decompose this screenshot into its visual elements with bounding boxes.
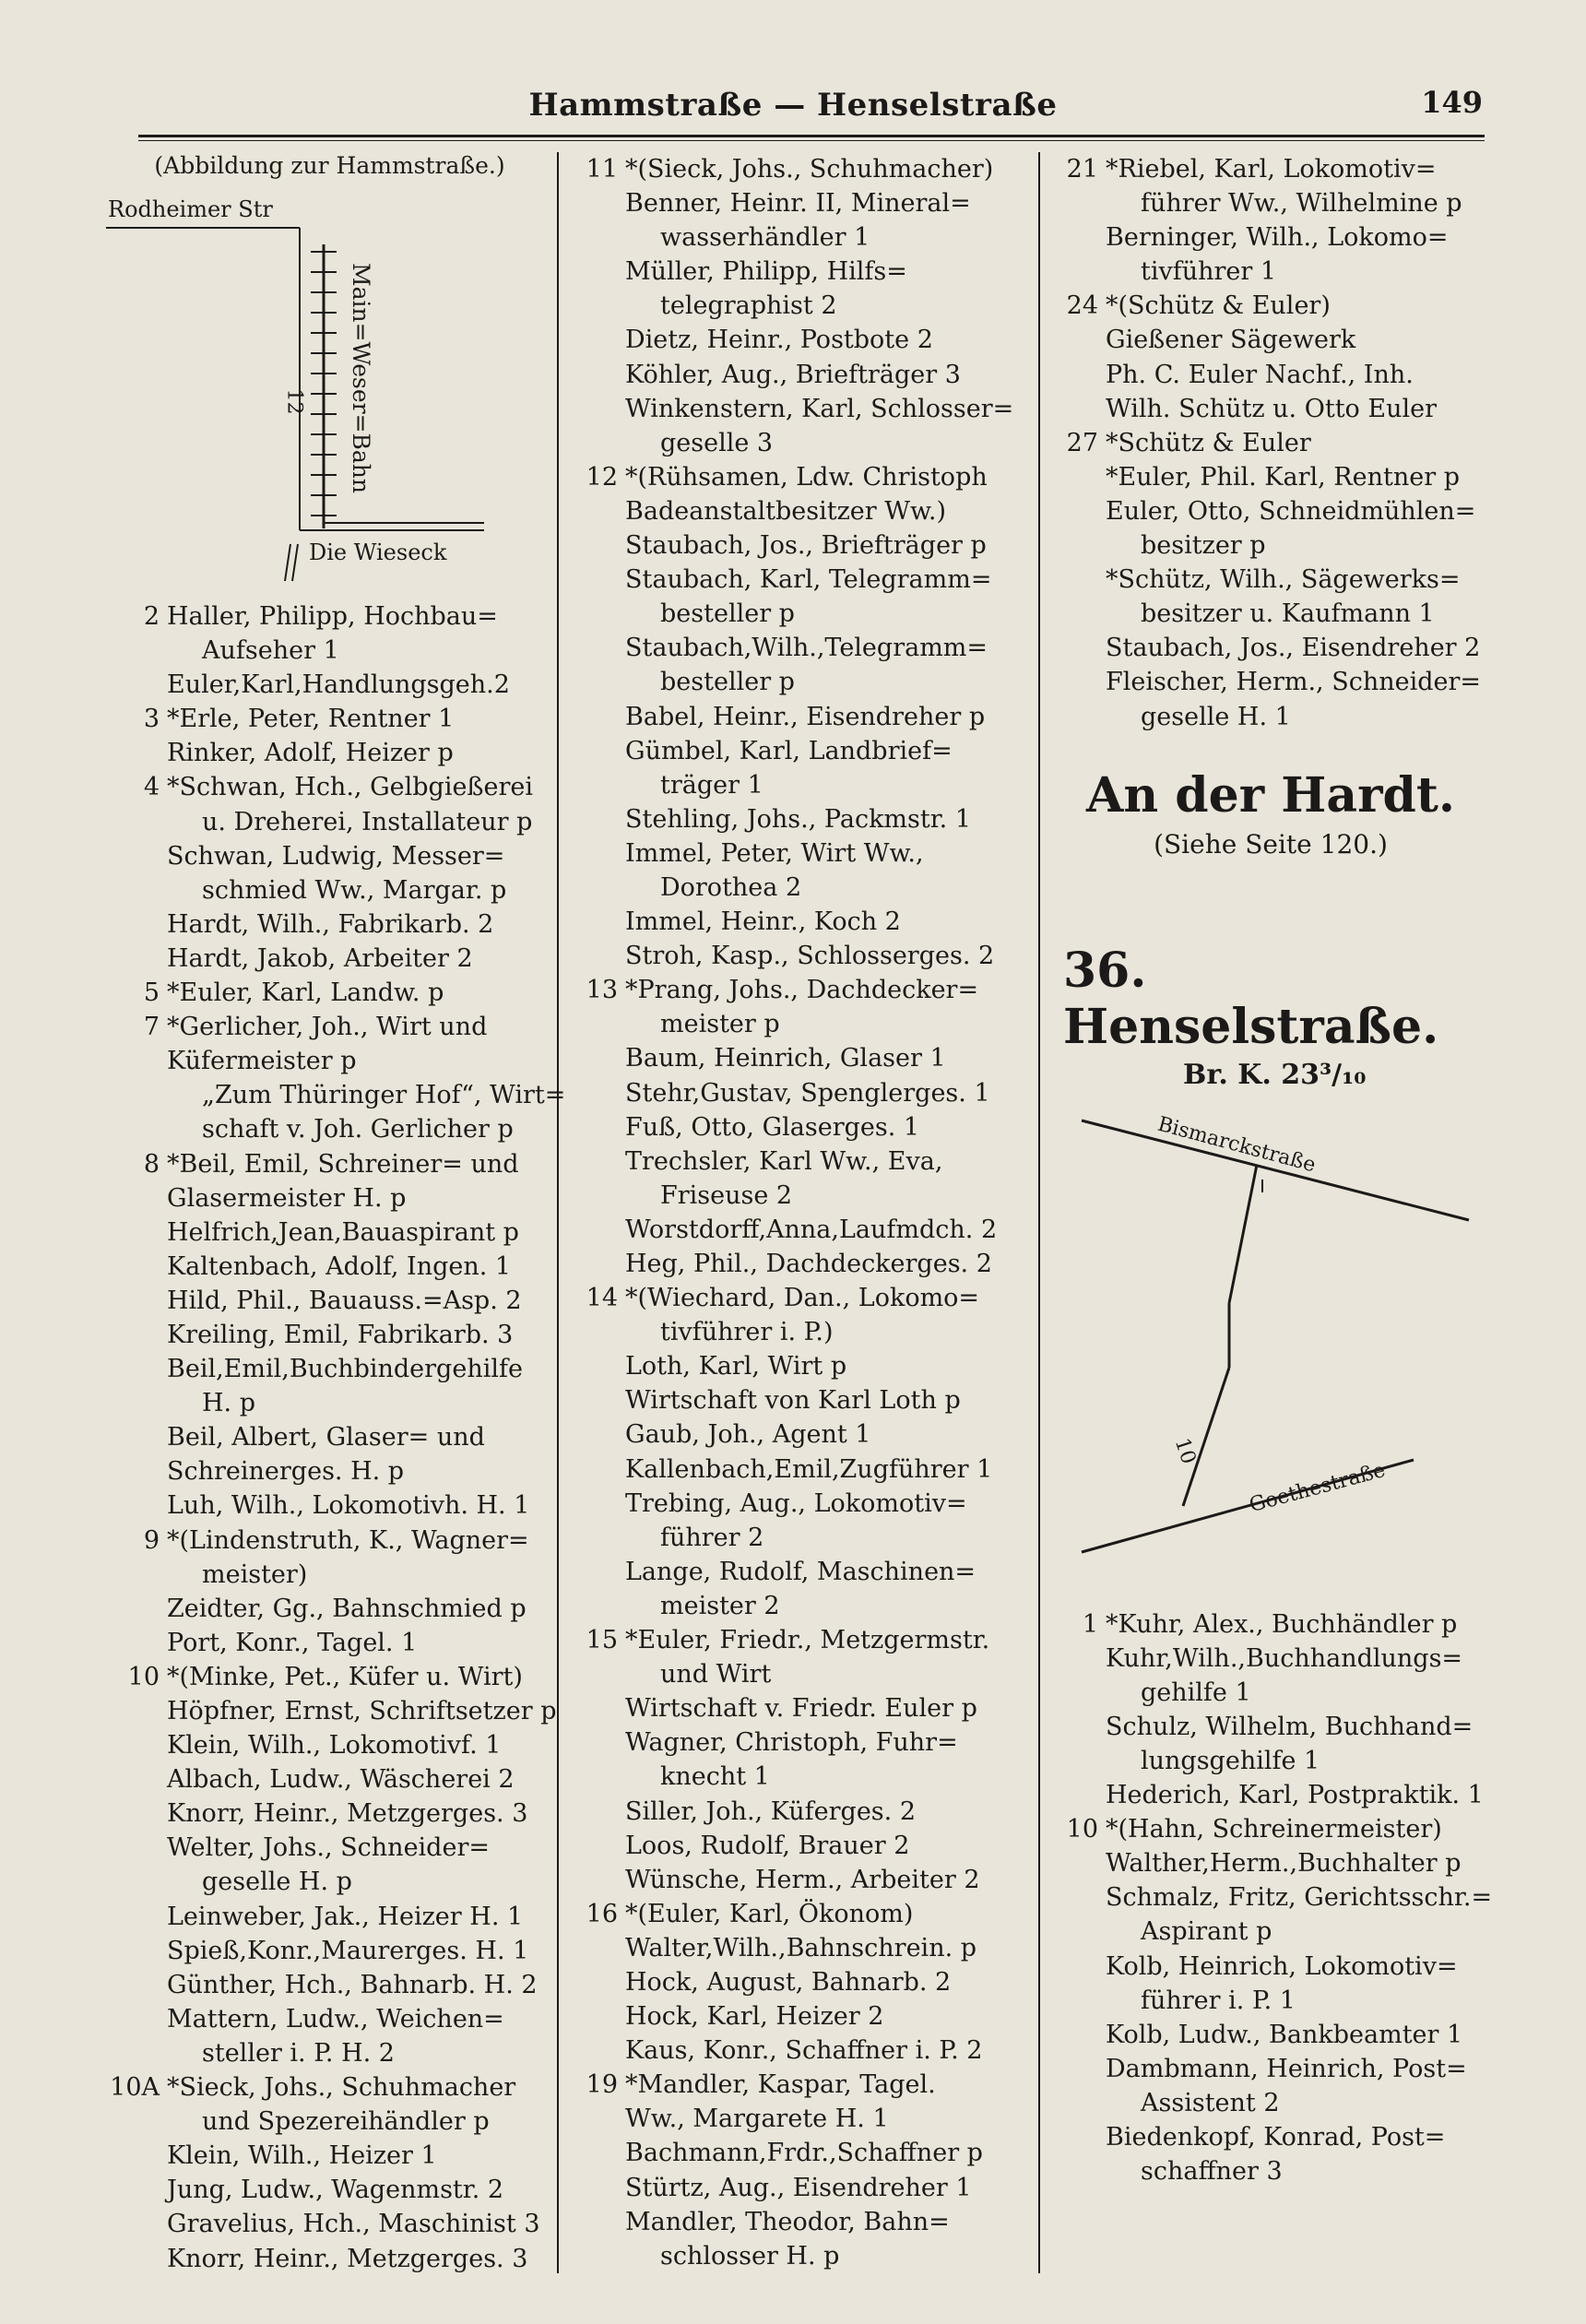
resident-line: Rinker, Adolf, Heizer p <box>167 739 454 768</box>
resident-line: knecht 1 <box>660 1762 770 1792</box>
resident-line: Knorr, Heinr., Metzgerges. 3 <box>167 1799 528 1829</box>
resident-line: führer 2 <box>660 1523 764 1552</box>
resident-line: Port, Konr., Tagel. 1 <box>167 1628 418 1657</box>
resident-line: Köhler, Aug., Briefträger 3 <box>625 360 961 389</box>
resident-line: telegraphist 2 <box>660 291 837 321</box>
house-number: 5 <box>143 978 160 1008</box>
resident-line: Klein, Wilh., Lokomotivf. 1 <box>167 1731 502 1761</box>
resident-line: Gaub, Joh., Agent 1 <box>625 1420 871 1450</box>
resident-line: Dietz, Heinr., Postbote 2 <box>625 326 933 355</box>
resident-line: Gießener Sägewerk <box>1106 326 1356 355</box>
house-number: 12 <box>586 462 618 492</box>
resident-line: meister) <box>202 1559 308 1589</box>
district-reference: Br. K. 23³/₁₀ <box>1183 1058 1367 1091</box>
resident-line: Kolb, Heinrich, Lokomotiv= <box>1106 1951 1458 1981</box>
resident-line: *Riebel, Karl, Lokomotiv= <box>1106 155 1437 184</box>
resident-line: Immel, Heinr., Koch 2 <box>625 907 901 937</box>
resident-line: lungsgehilfe 1 <box>1141 1746 1320 1775</box>
resident-line: Fuß, Otto, Glaserges. 1 <box>625 1112 920 1142</box>
resident-line: Beil, Albert, Glaser= und <box>167 1423 485 1452</box>
resident-line: u. Dreherei, Installateur p <box>202 807 533 836</box>
resident-line: *Kuhr, Alex., Buchhändler p <box>1106 1609 1458 1639</box>
house-number: 15 <box>586 1626 618 1655</box>
house-entry <box>106 1524 553 1660</box>
column-rule-2 <box>1038 152 1040 2273</box>
resident-line: *Sieck, Johs., Schuhmacher <box>167 2073 516 2103</box>
resident-line: meister 2 <box>660 1591 780 1620</box>
resident-line: Wünsche, Herm., Arbeiter 2 <box>625 1865 980 1894</box>
resident-line: Babel, Heinr., Eisendreher p <box>625 702 986 731</box>
resident-line: Loth, Karl, Wirt p <box>625 1352 847 1381</box>
column-2 <box>564 152 1033 2269</box>
resident-line: Kaltenbach, Adolf, Ingen. 1 <box>167 1251 512 1281</box>
resident-line: Hardt, Jakob, Arbeiter 2 <box>167 943 473 973</box>
resident-line: *(Lindenstruth, K., Wagner= <box>167 1525 529 1555</box>
resident-line: *Beil, Emil, Schreiner= und <box>167 1149 519 1179</box>
street-label-rodheimer: Rodheimer Str <box>108 196 273 222</box>
house-entry <box>106 2070 553 2276</box>
resident-line: Staubach, Karl, Telegramm= <box>625 565 992 595</box>
house-number: 10 <box>1066 1815 1098 1844</box>
resident-line: besteller p <box>660 668 795 697</box>
resident-line: Trebing, Aug., Lokomotiv= <box>625 1488 967 1518</box>
resident-line: Dambmann, Heinrich, Post= <box>1106 2054 1467 2083</box>
resident-line: „Zum Thüringer Hof“, Wirt= <box>202 1081 566 1110</box>
house-entry <box>1045 289 1497 425</box>
resident-line: Müller, Philipp, Hilfs= <box>625 257 907 287</box>
house-entry <box>106 1660 557 2070</box>
column-rule-1 <box>557 152 559 2273</box>
resident-line: Bachmann,Frdr.,Schaffner p <box>625 2139 983 2168</box>
house-number: 2 <box>143 602 160 631</box>
resident-line: besitzer u. Kaufmann 1 <box>1141 599 1435 629</box>
resident-line: Kreiling, Emil, Fabrikarb. 3 <box>167 1320 514 1349</box>
resident-line: Berninger, Wilh., Lokomo= <box>1106 223 1449 253</box>
resident-line: Stroh, Kasp., Schlosserges. 2 <box>625 942 995 971</box>
resident-line: Mandler, Theodor, Bahn= <box>625 2207 950 2236</box>
entries-column-3-top <box>1045 152 1497 734</box>
house-entry <box>106 976 553 1010</box>
page-header <box>0 81 1586 136</box>
resident-line: schlosser H. p <box>660 2241 840 2271</box>
house-entry <box>564 152 1033 460</box>
resident-line: Biedenkopf, Konrad, Post= <box>1106 2123 1446 2152</box>
resident-line: schmied Ww., Margar. p <box>202 875 507 905</box>
resident-line: *Euler, Phil. Karl, Rentner p <box>1106 462 1460 492</box>
column-3 <box>1045 152 1497 2269</box>
house-number: 13 <box>586 976 618 1005</box>
resident-line: und Wirt <box>660 1660 772 1690</box>
resident-line: Glasermeister H. p <box>167 1183 407 1213</box>
resident-line: Stehr,Gustav, Spenglerges. 1 <box>625 1078 990 1108</box>
resident-line: tivführer 1 <box>1141 257 1277 287</box>
section-heading-an-der-hardt: An der Hardt. <box>1086 766 1455 824</box>
resident-line: Hild, Phil., Bauauss.=Asp. 2 <box>167 1286 522 1315</box>
house-entry <box>106 770 553 976</box>
resident-line: Fleischer, Herm., Schneider= <box>1106 668 1482 697</box>
resident-line: Beil,Emil,Buchbindergehilfe <box>167 1355 523 1384</box>
resident-line: Schwan, Ludwig, Messer= <box>167 841 505 871</box>
house-entry <box>106 1010 566 1146</box>
resident-line: Knorr, Heinr., Metzgerges. 3 <box>167 2244 528 2273</box>
hammstrasse-map <box>106 152 553 599</box>
resident-line: Walther,Herm.,Buchhalter p <box>1106 1849 1462 1879</box>
house-number: 4 <box>143 773 160 802</box>
resident-line: Hock, August, Bahnarb. 2 <box>625 1967 952 1997</box>
house-number: 3 <box>143 705 160 734</box>
resident-line: H. p <box>202 1389 255 1418</box>
resident-line: *(Minke, Pet., Küfer u. Wirt) <box>167 1662 523 1691</box>
resident-line: Küfermeister p <box>167 1047 357 1076</box>
resident-line: schaffner 3 <box>1141 2157 1283 2187</box>
house-entry <box>106 599 553 702</box>
house-entry <box>106 702 553 770</box>
resident-line: Winkenstern, Karl, Schlosser= <box>625 394 1014 423</box>
house-number: 8 <box>143 1149 160 1179</box>
street-label-bismarck: Bismarckstraße <box>1154 1112 1319 1177</box>
entries-column-3-bottom <box>1045 1607 1497 2189</box>
resident-line: Zeidter, Gg., Bahnschmied p <box>167 1594 527 1623</box>
resident-line: wasserhändler 1 <box>660 223 870 253</box>
resident-line: Günther, Hch., Bahnarb. H. 2 <box>167 1970 538 1999</box>
house-number: 11 <box>586 155 618 184</box>
diagram-caption: (Abbildung zur Hammstraße.) <box>154 152 505 179</box>
resident-line: *Euler, Karl, Landw. p <box>167 978 444 1008</box>
house-entry <box>564 460 1033 973</box>
resident-line: Hardt, Wilh., Fabrikarb. 2 <box>167 909 494 939</box>
house-number: 1 <box>1082 1609 1098 1639</box>
house-entry <box>564 1897 1033 2068</box>
resident-line: Kuhr,Wilh.,Buchhandlungs= <box>1106 1643 1463 1673</box>
house-number-label: 12 <box>282 388 306 415</box>
resident-line: träger 1 <box>660 770 763 800</box>
rail-label: Main=Weser=Bahn <box>348 263 374 493</box>
resident-line: Worstdorff,Anna,Laufmdch. 2 <box>625 1215 998 1244</box>
resident-line: Klein, Wilh., Heizer 1 <box>167 2141 437 2171</box>
resident-line: *(Hahn, Schreinermeister) <box>1106 1815 1442 1844</box>
resident-line: Hock, Karl, Heizer 2 <box>625 2002 884 2032</box>
resident-line: Schreinerges. H. p <box>167 1457 405 1487</box>
resident-line: Ph. C. Euler Nachf., Inh. <box>1106 360 1414 389</box>
resident-line: Schmalz, Fritz, Gerichtsschr.= <box>1106 1883 1493 1913</box>
house-entry <box>1045 1812 1497 2188</box>
page-number: 149 <box>1421 85 1483 120</box>
resident-line: Luh, Wilh., Lokomotivh. H. 1 <box>167 1491 530 1521</box>
resident-line: Mattern, Ludw., Weichen= <box>167 2004 504 2034</box>
resident-line: Aufseher 1 <box>202 636 339 666</box>
house-number: 24 <box>1066 291 1098 321</box>
resident-line: Assistent 2 <box>1141 2088 1280 2117</box>
entries-column-2 <box>564 152 1033 2273</box>
wieseck-label: Die Wieseck <box>309 540 447 565</box>
resident-line: besitzer p <box>1141 531 1266 561</box>
resident-line: Trechsler, Karl Ww., Eva, <box>625 1146 943 1176</box>
resident-line: *(Rühsamen, Ldw. Christoph <box>625 462 988 492</box>
resident-line: Stürtz, Aug., Eisendreher 1 <box>625 2173 972 2202</box>
resident-line: Euler,Karl,Handlungsgeh.2 <box>167 670 510 700</box>
resident-line: Kaus, Konr., Schaffner i. P. 2 <box>625 2036 983 2066</box>
resident-line: Gravelius, Hch., Maschinist 3 <box>167 2210 540 2239</box>
resident-line: Albach, Ludw., Wäscherei 2 <box>167 1765 515 1795</box>
resident-line: geselle 3 <box>660 428 774 457</box>
resident-line: führer Ww., Wilhelmine p <box>1141 189 1462 219</box>
resident-line: *Euler, Friedr., Metzgermstr. <box>625 1626 990 1655</box>
resident-line: Staubach,Wilh.,Telegramm= <box>625 634 988 663</box>
resident-line: *Prang, Johs., Dachdecker= <box>625 976 979 1005</box>
header-rule <box>138 135 1485 141</box>
resident-line: Benner, Heinr. II, Mineral= <box>625 189 971 219</box>
resident-line: Aspirant p <box>1141 1917 1272 1947</box>
resident-line: Friseuse 2 <box>660 1180 793 1210</box>
resident-line: Lange, Rudolf, Maschinen= <box>625 1557 976 1586</box>
column-1 <box>106 152 566 2273</box>
resident-line: tivführer i. P.) <box>660 1318 834 1347</box>
resident-line: Leinweber, Jak., Heizer H. 1 <box>167 1902 524 1931</box>
entries-column-1 <box>106 599 566 2276</box>
resident-line: Helfrich,Jean,Bauaspirant p <box>167 1217 519 1247</box>
resident-line: Wagner, Christoph, Fuhr= <box>625 1728 958 1758</box>
resident-line: Höpfner, Ernst, Schriftsetzer p <box>167 1697 557 1725</box>
resident-line: Wirtschaft v. Friedr. Euler p <box>625 1694 977 1724</box>
house-number: 10 <box>127 1662 160 1691</box>
resident-line: *Gerlicher, Joh., Wirt und <box>167 1013 488 1042</box>
resident-line: Loos, Rudolf, Brauer 2 <box>625 1831 910 1860</box>
resident-line: Jung, Ludw., Wagenmstr. 2 <box>167 2176 504 2205</box>
resident-line: geselle H. 1 <box>1141 702 1291 731</box>
house-number: 14 <box>586 1284 618 1313</box>
resident-line: besteller p <box>660 599 795 629</box>
resident-line: Wilh. Schütz u. Otto Euler <box>1106 394 1438 423</box>
resident-line: Welter, Johs., Schneider= <box>167 1833 490 1863</box>
house-entry <box>106 1147 553 1524</box>
house-number: 9 <box>143 1525 160 1555</box>
house-number: 19 <box>586 2070 618 2100</box>
resident-line: steller i. P. H. 2 <box>202 2038 395 2068</box>
resident-line: und Spezereihändler p <box>202 2107 490 2137</box>
resident-line: Gümbel, Karl, Landbrief= <box>625 736 953 765</box>
resident-line: Stehling, Johs., Packmstr. 1 <box>625 804 972 834</box>
house-entry <box>1045 1607 1497 1813</box>
resident-line: Dorothea 2 <box>660 872 802 902</box>
resident-line: *(Euler, Karl, Ökonom) <box>625 1899 914 1928</box>
house-entry <box>564 973 1033 1281</box>
resident-line: Spieß,Konr.,Maurerges. H. 1 <box>167 1936 529 1965</box>
resident-line: Schulz, Wilhelm, Buchhand= <box>1106 1712 1474 1741</box>
running-title: Hammstraße — Henselstraße <box>528 87 1058 124</box>
resident-line: *(Sieck, Johs., Schuhmacher) <box>625 155 994 184</box>
henselstrasse-diagram <box>1045 1091 1497 1607</box>
cross-reference: (Siehe Seite 120.) <box>1154 828 1388 860</box>
henselstrasse-map <box>1045 1091 1497 1607</box>
house-number: 21 <box>1066 155 1098 184</box>
resident-line: *Schütz, Wilh., Sägewerks= <box>1106 565 1461 595</box>
resident-line: *Schütz & Euler <box>1106 428 1311 457</box>
resident-line: Hederich, Karl, Postpraktik. 1 <box>1106 1781 1484 1810</box>
house-number: 7 <box>143 1013 160 1042</box>
house-number-label-hensel: 10 <box>1169 1434 1201 1467</box>
street-label-goethe: Goethestraße <box>1247 1458 1389 1517</box>
resident-line: Staubach, Jos., Briefträger p <box>625 531 987 561</box>
house-entry <box>564 2068 1033 2273</box>
house-entry <box>1045 152 1497 289</box>
resident-line: meister p <box>660 1010 780 1039</box>
resident-line: Kallenbach,Emil,Zugführer 1 <box>625 1454 993 1484</box>
resident-line: führer i. P. 1 <box>1141 1986 1296 2015</box>
resident-line: Ww., Margarete H. 1 <box>625 2105 889 2134</box>
resident-line: Euler, Otto, Schneidmühlen= <box>1106 496 1476 526</box>
resident-line: Wirtschaft von Karl Loth p <box>625 1386 961 1416</box>
resident-line: Haller, Philipp, Hochbau= <box>167 602 498 631</box>
resident-line: Baum, Heinrich, Glaser 1 <box>625 1044 946 1073</box>
house-entry <box>1045 426 1497 734</box>
hammstrasse-diagram <box>106 152 553 599</box>
house-entry <box>564 1623 1033 1897</box>
resident-line: geselle H. p <box>202 1868 352 1897</box>
resident-line: *Mandler, Kaspar, Tagel. <box>625 2070 936 2100</box>
resident-line: Staubach, Jos., Eisendreher 2 <box>1106 634 1481 663</box>
resident-line: Kolb, Ludw., Bankbeamter 1 <box>1106 2020 1463 2049</box>
resident-line: *Erle, Peter, Rentner 1 <box>167 705 455 734</box>
resident-line: *(Wiechard, Dan., Lokomo= <box>625 1284 980 1313</box>
section-heading-henselstrasse: 36. Henselstraße. <box>1063 942 1439 1055</box>
resident-line: *(Schütz & Euler) <box>1106 291 1331 321</box>
resident-line: Immel, Peter, Wirt Ww., <box>625 838 924 868</box>
resident-line: Walter,Wilh.,Bahnschrein. p <box>625 1933 977 1962</box>
resident-line: schaft v. Joh. Gerlicher p <box>202 1115 514 1144</box>
house-number: 27 <box>1066 428 1098 457</box>
resident-line: Heg, Phil., Dachdeckerges. 2 <box>625 1250 992 1278</box>
house-entry <box>564 1281 1033 1623</box>
resident-line: Badeanstaltbesitzer Ww.) <box>625 496 947 526</box>
house-number: 10A <box>110 2073 160 2103</box>
resident-line: *Schwan, Hch., Gelbgießerei <box>167 773 533 802</box>
house-number: 16 <box>586 1899 618 1928</box>
resident-line: Siller, Joh., Küferges. 2 <box>625 1796 917 1826</box>
resident-line: gehilfe 1 <box>1141 1678 1251 1707</box>
